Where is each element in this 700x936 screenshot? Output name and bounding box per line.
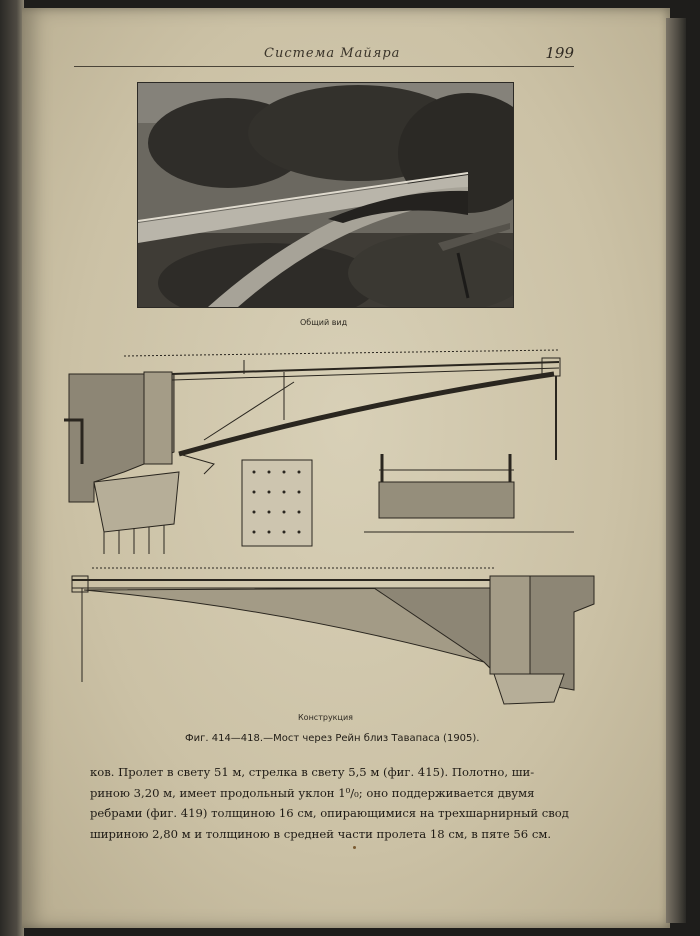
engineering-drawing	[64, 342, 604, 710]
book-binding	[0, 0, 24, 936]
figure-caption: Фиг. 414—418.—Мост через Рейн близ Тавапаса (1905).	[185, 733, 480, 744]
body-paragraph	[90, 762, 600, 844]
body-line: шириною 2,80 м и толщиною в средней части пролета 18 см, в пяте 56 см.	[90, 826, 552, 841]
body-line: ребрами (фиг. 419) толщиною 16 см, опирающимися на трехшарнирный свод	[90, 806, 569, 820]
page-edge	[666, 18, 686, 923]
drawing-caption: Конструкция	[298, 713, 353, 722]
body-line: риною 3,20 м, имеет продольный уклон 1⁰/₀; оно поддерживается двумя	[90, 785, 535, 800]
ink-speck	[353, 846, 356, 849]
page-number: 199	[545, 44, 574, 62]
photo-caption: Общий вид	[300, 318, 348, 327]
body-line: ков. Пролет в свету 51 м, стрелка в свету 5,5 м (фиг. 415). Полотно, ши-	[90, 765, 535, 779]
running-title: Система Майяра	[264, 46, 401, 61]
bridge-photograph	[137, 82, 514, 308]
page-header	[74, 40, 574, 67]
